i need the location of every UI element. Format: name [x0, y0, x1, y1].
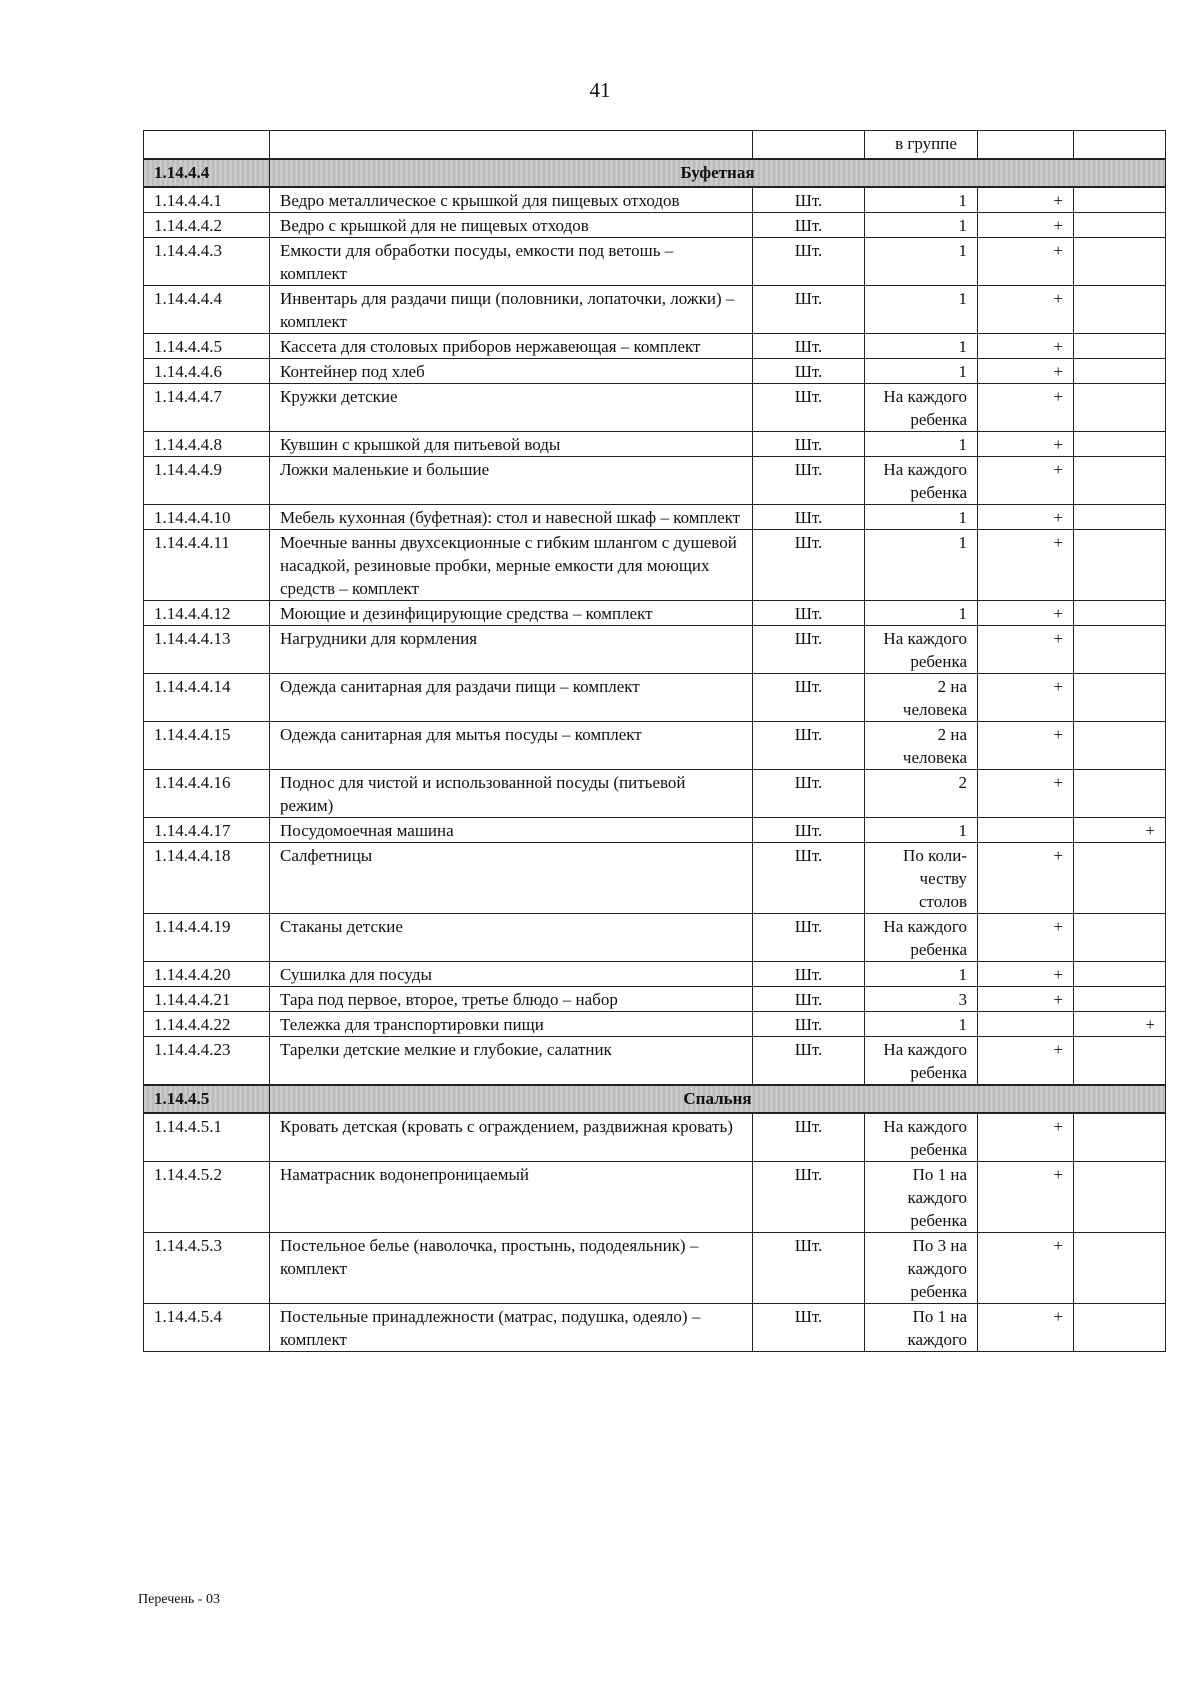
item-name-cell: Посудомоечная машина: [270, 817, 753, 842]
item-name-cell: Кувшин с крышкой для питьевой воды: [270, 431, 753, 456]
item-unit-cell: Шт.: [753, 285, 865, 333]
item-quantity-cell: 1: [865, 817, 978, 842]
item-name-cell: Инвентарь для раздачи пищи (половники, лопаточки, ложки) – комплект: [270, 285, 753, 333]
item-mark-cell-2: [1074, 383, 1166, 431]
table-row: [144, 986, 1166, 1011]
item-unit-cell: Шт.: [753, 769, 865, 817]
item-unit-cell: Шт.: [753, 504, 865, 529]
item-quantity-cell: 2 на человека: [865, 673, 978, 721]
item-mark-cell-2: [1074, 625, 1166, 673]
item-unit-cell: Шт.: [753, 212, 865, 237]
item-unit-cell: Шт.: [753, 1232, 865, 1303]
item-unit-cell: Шт.: [753, 1303, 865, 1351]
item-mark-cell-2: [1074, 456, 1166, 504]
document-footer: Перечень - 03: [138, 1592, 220, 1607]
item-mark-cell-2: +: [1074, 1011, 1166, 1036]
item-unit-cell: Шт.: [753, 237, 865, 285]
item-name-cell: Постельное белье (наволочка, простынь, пододеяльник) – комплект: [270, 1232, 753, 1303]
item-name-cell: Ведро с крышкой для не пищевых отходов: [270, 212, 753, 237]
item-name-cell: Тележка для транспортировки пищи: [270, 1011, 753, 1036]
item-quantity-cell: 1: [865, 431, 978, 456]
item-unit-cell: Шт.: [753, 721, 865, 769]
item-mark-cell-1: +: [978, 237, 1074, 285]
item-code-cell: 1.14.4.4.16: [144, 769, 270, 817]
item-mark-cell-2: [1074, 1161, 1166, 1232]
item-mark-cell-2: [1074, 1303, 1166, 1351]
item-unit-cell: Шт.: [753, 1011, 865, 1036]
item-mark-cell-1: +: [978, 769, 1074, 817]
item-unit-cell: Шт.: [753, 986, 865, 1011]
item-code-cell: 1.14.4.4.13: [144, 625, 270, 673]
item-unit-cell: Шт.: [753, 817, 865, 842]
item-mark-cell-2: [1074, 504, 1166, 529]
item-name-cell: Ведро металлическое с крышкой для пищевых отходов: [270, 187, 753, 213]
item-mark-cell-1: +: [978, 456, 1074, 504]
item-unit-cell: Шт.: [753, 358, 865, 383]
item-name-cell: Тарелки детские мелкие и глубокие, салатник: [270, 1036, 753, 1085]
item-quantity-cell: По 3 на каждого ребенка: [865, 1232, 978, 1303]
item-name-cell: Кружки детские: [270, 383, 753, 431]
item-quantity-cell: На каждого ребенка: [865, 456, 978, 504]
item-code-cell: 1.14.4.4.7: [144, 383, 270, 431]
table-row: [144, 456, 1166, 504]
item-code-cell: 1.14.4.4.15: [144, 721, 270, 769]
item-mark-cell-1: +: [978, 913, 1074, 961]
item-name-cell: Одежда санитарная для раздачи пищи – комплект: [270, 673, 753, 721]
table-row: [144, 1113, 1166, 1162]
item-code-cell: 1.14.4.4.6: [144, 358, 270, 383]
item-mark-cell-1: +: [978, 961, 1074, 986]
item-mark-cell-1: +: [978, 431, 1074, 456]
section-title: Спальня: [270, 1085, 1166, 1113]
item-mark-cell-1: +: [978, 1036, 1074, 1085]
item-name-cell: Нагрудники для кормления: [270, 625, 753, 673]
item-unit-cell: Шт.: [753, 1036, 865, 1085]
item-code-cell: 1.14.4.4.10: [144, 504, 270, 529]
item-name-cell: Салфетницы: [270, 842, 753, 913]
table-row: [144, 237, 1166, 285]
table-row: [144, 285, 1166, 333]
table-row: [144, 1011, 1166, 1036]
item-mark-cell-2: [1074, 187, 1166, 213]
item-quantity-cell: 1: [865, 333, 978, 358]
table-row: [144, 961, 1166, 986]
item-name-cell: Ложки маленькие и большие: [270, 456, 753, 504]
item-name-cell: Стаканы детские: [270, 913, 753, 961]
item-mark-cell-2: [1074, 212, 1166, 237]
item-name-cell: Кровать детская (кровать с ограждением, раздвижная кровать): [270, 1113, 753, 1162]
item-code-cell: 1.14.4.4.12: [144, 600, 270, 625]
item-mark-cell-1: +: [978, 842, 1074, 913]
table-row: [144, 504, 1166, 529]
item-mark-cell-1: +: [978, 1161, 1074, 1232]
item-quantity-cell: На каждого ребенка: [865, 383, 978, 431]
item-unit-cell: Шт.: [753, 625, 865, 673]
item-unit-cell: Шт.: [753, 431, 865, 456]
item-mark-cell-1: +: [978, 212, 1074, 237]
item-code-cell: 1.14.4.4.5: [144, 333, 270, 358]
table-row: [144, 817, 1166, 842]
item-mark-cell-1: +: [978, 986, 1074, 1011]
item-quantity-cell: 1: [865, 600, 978, 625]
item-quantity-cell: 1: [865, 212, 978, 237]
item-quantity-cell: 1: [865, 961, 978, 986]
table-row: [144, 1303, 1166, 1351]
item-code-cell: 1.14.4.4.20: [144, 961, 270, 986]
item-mark-cell-2: [1074, 673, 1166, 721]
item-mark-cell-1: +: [978, 333, 1074, 358]
item-quantity-cell: 1: [865, 237, 978, 285]
section-code: 1.14.4.5: [144, 1085, 270, 1113]
item-mark-cell-1: +: [978, 1232, 1074, 1303]
item-name-cell: Моечные ванны двухсекционные с гибким шлангом с душевой насадкой, резиновые пробки, мерные емкости для моющих средств – комплект: [270, 529, 753, 600]
item-quantity-cell: 1: [865, 358, 978, 383]
item-mark-cell-1: +: [978, 529, 1074, 600]
item-code-cell: 1.14.4.4.21: [144, 986, 270, 1011]
item-name-cell: Контейнер под хлеб: [270, 358, 753, 383]
item-unit-cell: Шт.: [753, 961, 865, 986]
item-name-cell: Сушилка для посуды: [270, 961, 753, 986]
table-row: [144, 431, 1166, 456]
item-code-cell: 1.14.4.4.17: [144, 817, 270, 842]
item-mark-cell-2: [1074, 913, 1166, 961]
item-unit-cell: Шт.: [753, 673, 865, 721]
item-code-cell: 1.14.4.4.8: [144, 431, 270, 456]
item-unit-cell: Шт.: [753, 1161, 865, 1232]
item-mark-cell-2: [1074, 333, 1166, 358]
item-code-cell: 1.14.4.4.23: [144, 1036, 270, 1085]
item-mark-cell-2: [1074, 237, 1166, 285]
item-mark-cell-2: [1074, 1113, 1166, 1162]
item-name-cell: Тара под первое, второе, третье блюдо – набор: [270, 986, 753, 1011]
table-row: [144, 529, 1166, 600]
item-quantity-cell: 2 на человека: [865, 721, 978, 769]
item-unit-cell: Шт.: [753, 1113, 865, 1162]
table-row: [144, 721, 1166, 769]
item-quantity-cell: На каждого ребенка: [865, 1113, 978, 1162]
item-name-cell: Одежда санитарная для мытья посуды – комплект: [270, 721, 753, 769]
item-name-cell: Емкости для обработки посуды, емкости под ветошь – комплект: [270, 237, 753, 285]
table-row: [144, 1161, 1166, 1232]
table-row: [144, 913, 1166, 961]
item-name-cell: Постельные принадлежности (матрас, подушка, одеяло) – комплект: [270, 1303, 753, 1351]
item-mark-cell-1: +: [978, 187, 1074, 213]
item-mark-cell-1: +: [978, 358, 1074, 383]
item-mark-cell-1: +: [978, 600, 1074, 625]
item-code-cell: 1.14.4.5.4: [144, 1303, 270, 1351]
table-row: [144, 1036, 1166, 1085]
item-quantity-cell: По коли-честву столов: [865, 842, 978, 913]
item-mark-cell-2: [1074, 431, 1166, 456]
section-title: Буфетная: [270, 159, 1166, 187]
table-row: [144, 212, 1166, 237]
section-header-row: [144, 1085, 1166, 1113]
equipment-table: [143, 130, 1166, 1352]
item-code-cell: 1.14.4.4.1: [144, 187, 270, 213]
item-unit-cell: Шт.: [753, 456, 865, 504]
item-code-cell: 1.14.4.4.19: [144, 913, 270, 961]
item-code-cell: 1.14.4.5.2: [144, 1161, 270, 1232]
table-row: [144, 673, 1166, 721]
item-mark-cell-1: +: [978, 383, 1074, 431]
item-code-cell: 1.14.4.4.2: [144, 212, 270, 237]
table-row: [144, 842, 1166, 913]
item-quantity-cell: 3: [865, 986, 978, 1011]
table-row: [144, 625, 1166, 673]
item-unit-cell: Шт.: [753, 383, 865, 431]
item-code-cell: 1.14.4.4.9: [144, 456, 270, 504]
item-unit-cell: Шт.: [753, 842, 865, 913]
item-code-cell: 1.14.4.4.18: [144, 842, 270, 913]
section-header-row: [144, 159, 1166, 187]
item-mark-cell-1: +: [978, 673, 1074, 721]
item-mark-cell-2: [1074, 961, 1166, 986]
item-mark-cell-2: +: [1074, 817, 1166, 842]
item-mark-cell-2: [1074, 529, 1166, 600]
table-row: [144, 358, 1166, 383]
table-header-continuation-row: [144, 131, 1166, 159]
item-unit-cell: Шт.: [753, 913, 865, 961]
item-mark-cell-1: +: [978, 504, 1074, 529]
item-quantity-cell: По 1 на каждого: [865, 1303, 978, 1351]
qty-header-cell: в группе: [865, 131, 978, 159]
item-code-cell: 1.14.4.4.3: [144, 237, 270, 285]
table-row: [144, 1232, 1166, 1303]
page-number: 41: [589, 78, 611, 102]
item-quantity-cell: На каждого ребенка: [865, 1036, 978, 1085]
item-name-cell: Кассета для столовых приборов нержавеющая – комплект: [270, 333, 753, 358]
item-mark-cell-2: [1074, 986, 1166, 1011]
item-mark-cell-2: [1074, 1036, 1166, 1085]
item-mark-cell-1: [978, 1011, 1074, 1036]
item-mark-cell-1: [978, 817, 1074, 842]
item-name-cell: Моющие и дезинфицирующие средства – комплект: [270, 600, 753, 625]
item-mark-cell-2: [1074, 285, 1166, 333]
item-quantity-cell: 1: [865, 1011, 978, 1036]
table-row: [144, 769, 1166, 817]
item-quantity-cell: 2: [865, 769, 978, 817]
item-mark-cell-1: +: [978, 1113, 1074, 1162]
item-mark-cell-2: [1074, 600, 1166, 625]
section-code: 1.14.4.4: [144, 159, 270, 187]
item-code-cell: 1.14.4.5.1: [144, 1113, 270, 1162]
item-quantity-cell: На каждого ребенка: [865, 913, 978, 961]
item-name-cell: Поднос для чистой и использованной посуды (питьевой режим): [270, 769, 753, 817]
item-unit-cell: Шт.: [753, 187, 865, 213]
item-quantity-cell: 1: [865, 285, 978, 333]
table-row: [144, 600, 1166, 625]
item-unit-cell: Шт.: [753, 333, 865, 358]
item-unit-cell: Шт.: [753, 529, 865, 600]
item-mark-cell-2: [1074, 769, 1166, 817]
table-row: [144, 187, 1166, 213]
item-mark-cell-2: [1074, 721, 1166, 769]
item-mark-cell-1: +: [978, 1303, 1074, 1351]
item-code-cell: 1.14.4.4.4: [144, 285, 270, 333]
item-mark-cell-1: +: [978, 625, 1074, 673]
item-unit-cell: Шт.: [753, 600, 865, 625]
item-code-cell: 1.14.4.4.11: [144, 529, 270, 600]
item-mark-cell-1: +: [978, 721, 1074, 769]
item-quantity-cell: 1: [865, 187, 978, 213]
item-mark-cell-2: [1074, 1232, 1166, 1303]
item-quantity-cell: 1: [865, 529, 978, 600]
item-code-cell: 1.14.4.5.3: [144, 1232, 270, 1303]
table-row: [144, 383, 1166, 431]
item-mark-cell-2: [1074, 842, 1166, 913]
item-code-cell: 1.14.4.4.22: [144, 1011, 270, 1036]
item-quantity-cell: На каждого ребенка: [865, 625, 978, 673]
item-mark-cell-2: [1074, 358, 1166, 383]
table-row: [144, 333, 1166, 358]
item-mark-cell-1: +: [978, 285, 1074, 333]
item-name-cell: Мебель кухонная (буфетная): стол и навесной шкаф – комплект: [270, 504, 753, 529]
item-code-cell: 1.14.4.4.14: [144, 673, 270, 721]
item-quantity-cell: По 1 на каждого ребенка: [865, 1161, 978, 1232]
item-name-cell: Наматрасник водонепроницаемый: [270, 1161, 753, 1232]
item-quantity-cell: 1: [865, 504, 978, 529]
